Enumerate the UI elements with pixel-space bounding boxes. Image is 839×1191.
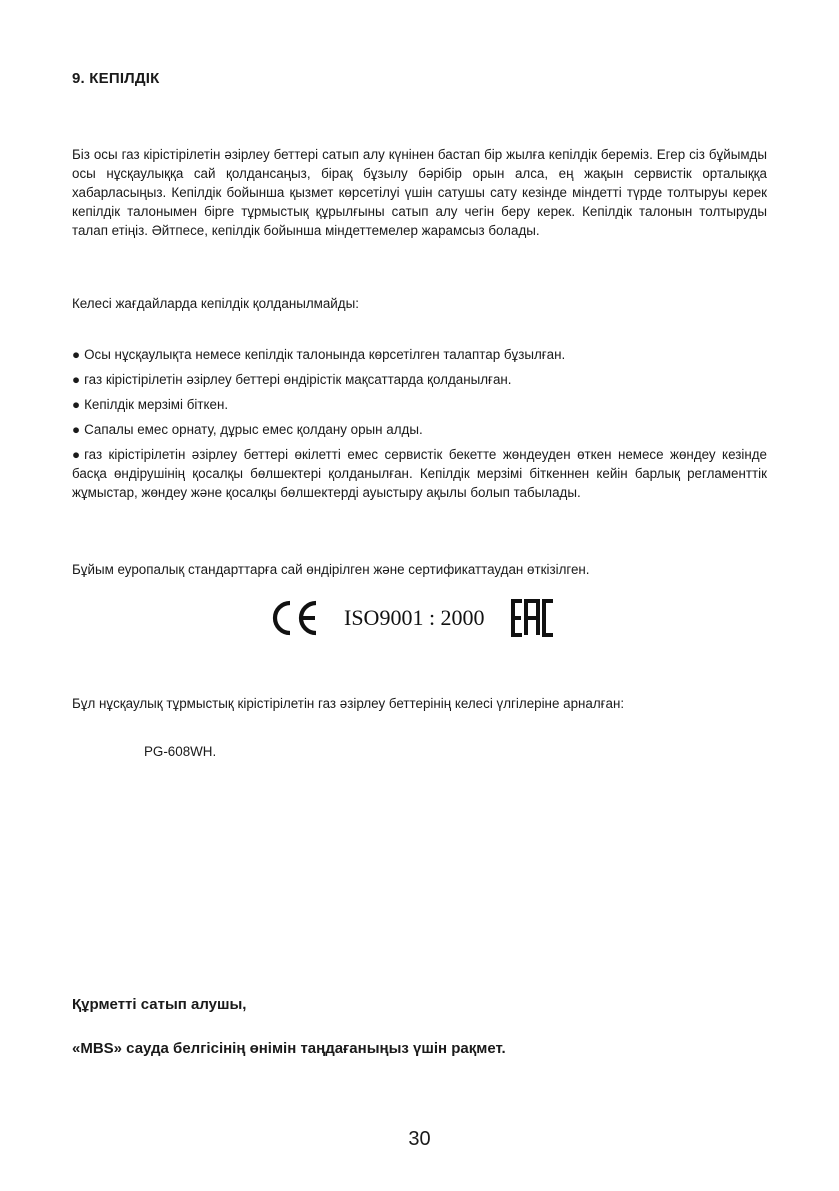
list-item-text: газ кірістірілетін әзірлеу беттері өндірістік мақсаттарда қолданылған. [84, 372, 512, 387]
exclusions-lead-sentence: Келесі жағдайларда кепілдік қолданылмайды: [72, 296, 359, 311]
list-item [72, 395, 767, 414]
ce-mark-icon [270, 600, 320, 636]
list-item [72, 445, 767, 502]
bullet-icon: ● [72, 372, 81, 387]
list-item-text: Кепілдік мерзімі біткен. [84, 397, 229, 412]
certification-marks [270, 598, 555, 638]
iso-certification-text: ISO9001 : 2000 [344, 605, 485, 630]
bullet-icon: ● [72, 422, 81, 437]
list-item-text: газ кірістірілетін әзірлеу беттері өкілетті емес сервистік бекетте жөндеуден өткен немесе жөндеу кезінде басқа өндірушінің қосалқы бөлшектері қолданылған. Кепілдік мерзімі біткеннен кейін барлық регламенттік жұмыстар, жөндеу және қосалқы бөлшектерді ауыстыру ақылы болып табылады. [72, 447, 767, 500]
closing-thanks: «MBS» сауда белгісінің өнімін таңдағаныңыз үшін рақмет. [72, 1040, 506, 1057]
closing-greeting: Құрметті сатып алушы, [72, 996, 247, 1013]
list-item-text: Осы нұсқаулықта немесе кепілдік талонында көрсетілген талаптар бұзылған. [84, 347, 566, 362]
exclusions-list [72, 345, 767, 508]
warranty-intro-paragraph: Біз осы газ кірістірілетін әзірлеу беттері сатып алу күнінен бастап бір жылға кепілдік береміз. Егер сіз бұйымды осы нұсқаулыққа сай қолдансаңыз, бірақ бұзылу бәрібір орын алса, ең жақын сервистік орталыққа хабарласыңыз. Кепілдік бойынша қызмет көрсетілуі үшін сатушы сату кезінде міндетті түрде толтыруы керек кепілдік талонымен бірге тұрмыстық құрылғыны сатып алу чегін беру керек. Кепілдік талонын толтыруды талап етіңіз. Әйтпесе, кепілдік бойынша міндеттемелер жарамсыз болады. [72, 147, 767, 238]
models-intro-sentence: Бұл нұсқаулық тұрмыстық кірістірілетін газ әзірлеу беттерінің келесі үлгілеріне арналған: [72, 696, 625, 711]
standards-sentence: Бұйым еуропалық стандарттарға сай өндірілген және сертификаттаудан өткізілген. [72, 562, 590, 577]
list-item [72, 345, 767, 364]
bullet-icon: ● [72, 397, 81, 412]
page-number: 30 [408, 1128, 431, 1150]
bullet-icon: ● [72, 347, 81, 362]
eac-mark-icon [511, 599, 555, 637]
list-item [72, 370, 767, 389]
model-name: PG-608WH. [144, 744, 217, 759]
list-item [72, 420, 767, 439]
section-title: 9. КЕПІЛДІК [72, 70, 160, 87]
list-item-text: Сапалы емес орнату, дұрыс емес қолдану орын алды. [84, 422, 423, 437]
bullet-icon: ● [72, 447, 81, 462]
